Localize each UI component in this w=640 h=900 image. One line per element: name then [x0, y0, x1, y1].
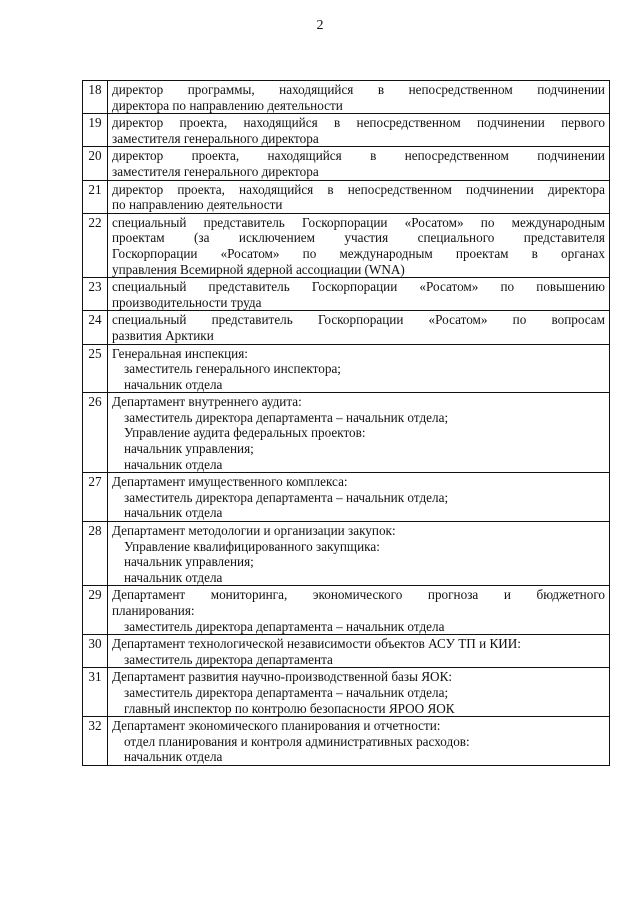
row-text-cell [108, 586, 610, 635]
row-number: 28 [83, 522, 108, 586]
position-title-line: директор проекта, находящийся в непосредственном подчинении директора [112, 181, 605, 197]
position-subitem-line: начальник отдела [124, 749, 223, 765]
row-number: 18 [83, 81, 108, 114]
row-number: 22 [83, 213, 108, 277]
row-text-cell [108, 114, 610, 147]
position-title-line: по направлению деятельности [112, 197, 283, 213]
position-title-line: специальный представитель Госкорпорации «Росатом» по вопросам [112, 312, 605, 328]
position-title-line: Департамент внутреннего аудита: [112, 394, 302, 410]
position-title-line: специальный представитель Госкорпорации «Росатом» по повышению [112, 279, 605, 295]
position-subitem-line: начальник отдела [124, 456, 223, 472]
table-row [83, 344, 610, 393]
position-title-line: планирования: [112, 603, 195, 618]
position-title-line: производительности труда [112, 294, 262, 310]
table-row [83, 393, 610, 473]
position-subitem-line: начальник отдела [124, 569, 223, 585]
position-title-line: проектам (за исключением участия специального представителя [112, 230, 605, 246]
row-text-cell [108, 311, 610, 344]
row-number: 23 [83, 278, 108, 311]
position-title-line: Департамент развития научно-производственной базы ЯОК: [112, 669, 453, 685]
table-row [83, 586, 610, 635]
position-title-line: заместителя генерального директора [112, 130, 319, 146]
position-title-line: директор проекта, находящийся в непосредственном подчинении первого [112, 115, 605, 131]
position-subitem-line: заместитель генерального инспектора; [124, 361, 341, 377]
row-text-cell [108, 81, 610, 114]
table-row [83, 180, 610, 213]
row-number: 21 [83, 180, 108, 213]
position-subitem-line: заместитель директора департамента – начальник отдела [124, 618, 445, 634]
table-row [83, 114, 610, 147]
position-subitem-line: заместитель директора департамента – начальник отдела; [124, 489, 449, 505]
table-row [83, 717, 610, 766]
position-title-line: директор программы, находящийся в непосредственном подчинении [112, 82, 605, 97]
row-number: 27 [83, 473, 108, 522]
row-text-cell [108, 147, 610, 180]
position-title-line: заместителя генерального директора [112, 163, 319, 179]
table-row [83, 278, 610, 311]
row-text-cell [108, 635, 610, 668]
row-number: 24 [83, 311, 108, 344]
position-subitem-line: начальник управления; [124, 554, 254, 570]
table-row [83, 147, 610, 180]
position-subitem-line: заместитель директора департамента [124, 651, 333, 667]
table-row [83, 311, 610, 344]
row-number: 32 [83, 717, 108, 766]
row-text-cell [108, 180, 610, 213]
table-row [83, 473, 610, 522]
position-subitem-line: отдел планирования и контроля административных расходов: [124, 733, 470, 749]
position-title-line: директор проекта, находящийся в непосредственном подчинении [112, 148, 605, 164]
position-title-line: Департамент экономического планирования и отчетности: [112, 718, 441, 734]
table-row [83, 635, 610, 668]
row-number: 31 [83, 668, 108, 717]
row-text-cell [108, 344, 610, 393]
row-number: 29 [83, 586, 108, 635]
position-subitem-line: заместитель директора департамента – начальник отдела; [124, 409, 449, 425]
row-number: 19 [83, 114, 108, 147]
position-title-line: Департамент мониторинга, экономического прогноза и бюджетного [112, 587, 605, 603]
row-text-cell [108, 717, 610, 766]
positions-table-body [83, 81, 610, 766]
position-subitem-line: начальник отдела [124, 505, 223, 521]
row-number: 20 [83, 147, 108, 180]
position-title-line: управления Всемирной ядерной ассоциации (WNA) [112, 261, 405, 277]
position-title-line: Генеральная инспекция: [112, 345, 248, 361]
row-number: 26 [83, 393, 108, 473]
row-number: 30 [83, 635, 108, 668]
row-text-cell [108, 668, 610, 717]
position-title-line: Департамент имущественного комплекса: [112, 474, 348, 490]
row-text-cell [108, 213, 610, 277]
positions-table [82, 80, 610, 766]
row-text-cell [108, 522, 610, 586]
position-title-line: развития Арктики [112, 327, 214, 343]
row-text-cell [108, 473, 610, 522]
table-row [83, 522, 610, 586]
row-text-cell [108, 393, 610, 473]
table-row [83, 81, 610, 114]
row-text-cell [108, 278, 610, 311]
position-subitem-line: главный инспектор по контролю безопасности ЯРОО ЯОК [124, 700, 455, 716]
position-title-line: специальный представитель Госкорпорации «Росатом» по международным [112, 214, 605, 230]
position-title-line: Госкорпорации «Росатом» по международным проектам в органах [112, 245, 605, 261]
position-subitem-line: начальник отдела [124, 376, 223, 392]
position-subitem-line: заместитель директора департамента – начальник отдела; [124, 684, 449, 700]
page-number: 2 [316, 18, 324, 33]
table-row [83, 213, 610, 277]
position-subitem-line: начальник управления; [124, 441, 254, 457]
position-title-line: директора по направлению деятельности [112, 97, 343, 113]
position-title-line: Департамент технологической независимости объектов АСУ ТП и КИИ: [112, 636, 521, 652]
position-title-line: Департамент методологии и организации закупок: [112, 523, 396, 539]
position-subitem-line: Управление аудита федеральных проектов: [124, 425, 366, 441]
table-row [83, 668, 610, 717]
row-number: 25 [83, 344, 108, 393]
position-subitem-line: Управление квалифицированного закупщика: [124, 538, 380, 554]
